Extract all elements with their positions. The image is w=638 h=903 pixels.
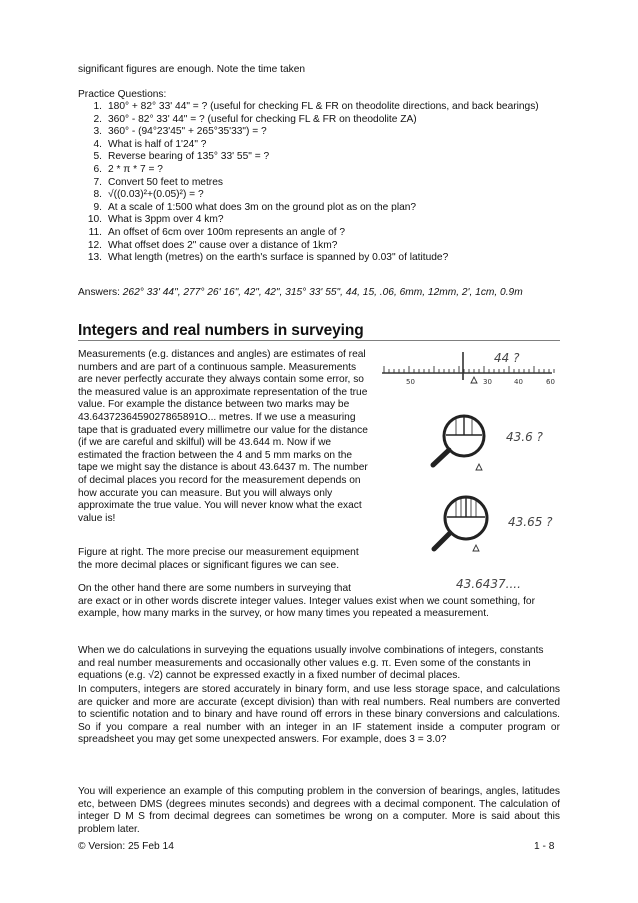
heading-rule	[78, 340, 560, 341]
question-text: What offset does 2" cause over a distance of 1km?	[108, 239, 338, 251]
practice-question-item	[78, 240, 548, 253]
question-text: At a scale of 1:500 what does 3m on the ground plot as on the plan?	[108, 201, 417, 213]
question-text: An offset of 6cm over 100m represents an angle of ?	[108, 226, 346, 238]
practice-questions-title: Practice Questions:	[78, 89, 167, 100]
practice-question-item	[78, 214, 548, 227]
pointer-triangle-1	[471, 377, 477, 383]
question-number: 10.	[87, 214, 102, 226]
practice-question-item	[78, 227, 548, 240]
question-text: 2 * π * 7 = ?	[108, 163, 163, 175]
question-number: 9.	[93, 201, 102, 213]
footer-page-number: 1 - 8	[534, 841, 555, 852]
question-text: 180° + 82° 33' 44" = ? (useful for checking FL & FR on theodolite directions, and back bearings)	[108, 101, 539, 112]
practice-question-item	[78, 177, 548, 190]
estimate-label-3: 43.65 ?	[508, 515, 553, 529]
estimate-label-2: 43.6 ?	[506, 430, 543, 444]
question-text: 360° - 82° 33' 44" = ? (useful for checking FL & FR on theodolite ZA)	[108, 113, 417, 125]
scale-label-60: 60	[546, 378, 555, 386]
scale-label-40: 40	[514, 378, 523, 386]
question-number: 4.	[93, 138, 102, 150]
question-text: What length (metres) on the earth's surface is spanned by 0.03" of latitude?	[108, 252, 449, 264]
question-number: 11.	[88, 226, 102, 238]
magnifier-2	[434, 497, 487, 551]
practice-question-item	[78, 164, 548, 177]
practice-question-item	[78, 101, 548, 114]
practice-question-item	[78, 126, 548, 139]
paragraph-figure-caption: Figure at right. The more precise our measurement equipment the more decimal places or significant figures we can see.	[78, 547, 359, 571]
scale-label-50: 50	[406, 378, 415, 386]
answers-label: Answers:	[78, 287, 123, 298]
practice-question-item	[78, 189, 548, 202]
answers-values: 262° 33' 44", 277° 26' 16", 42", 42", 315° 33' 55", 44, 15, .06, 6mm, 12mm, 2', 1cm, 0.9m	[122, 287, 523, 298]
measurement-precision-figure	[376, 346, 566, 590]
footer-version: © Version: 25 Feb 14	[78, 841, 174, 852]
practice-questions-list	[78, 101, 548, 265]
paragraph-calculations: When we do calculations in surveying the equations usually involve combinations of integers, constants and real number measurements and occasionally other values e.g. π. Even some of the constants in equations (e.g. √2) cannot be expressed exactly in a fixed number of decimal places.	[78, 645, 544, 682]
paragraph-integers-line1: On the other hand there are some numbers in surveying that	[78, 583, 351, 594]
scale-label-30: 30	[483, 378, 492, 386]
question-number: 5.	[93, 151, 102, 163]
question-number: 13.	[87, 252, 102, 264]
question-text: What is 3ppm over 4 km?	[108, 214, 224, 226]
practice-question-item	[78, 151, 548, 164]
section-heading: Integers and real numbers in surveying	[78, 322, 364, 339]
question-number: 6.	[93, 163, 102, 175]
question-number: 1.	[93, 101, 102, 112]
intro-line: significant figures are enough. Note the time taken	[78, 64, 306, 75]
measurement-sketch	[376, 346, 566, 590]
estimate-label-4: 43.6437....	[456, 577, 521, 590]
question-number: 8.	[93, 189, 102, 201]
answers-line	[78, 287, 558, 300]
question-number: 3.	[93, 126, 102, 138]
paragraph-integers-rest: are exact or in other words discrete integer values. Integer values exist when we count something, for example, how many marks in the survey, or how many times you repeated a measurement.	[78, 595, 535, 620]
question-number: 7.	[93, 176, 102, 188]
question-number: 12.	[87, 239, 102, 251]
estimate-label-1: 44 ?	[494, 351, 520, 365]
paragraph-dms-example: You will experience an example of this computing problem in the conversion of bearings, angles, latitudes etc, between DMS (degrees minutes seconds) and degrees with a decimal component. The calculation of integer D M S from decimal degrees can sometimes be wrong on a computer. More is said about this problem later.	[78, 786, 560, 835]
question-text: √((0.03)²+(0.05)²) = ?	[108, 189, 204, 201]
question-text: Convert 50 feet to metres	[108, 176, 223, 188]
question-number: 2.	[93, 113, 102, 125]
paragraph-computers: In computers, integers are stored accurately in binary form, and use less storage space, and calculations are quicker and more are accurate (except division) than with real numbers. Real numbers are converted to scientific notation and to binary and have round off errors in these binary conversions and calculations. So if you compare a real number with an integer in an IF statement inside a computer program or spreadsheet you may get some unexpected answers. For example, does 3 = 3.0?	[78, 684, 560, 746]
question-text: 360° - (94°23'45" + 265°35'33") = ?	[108, 126, 267, 138]
question-text: What is half of 1'24" ?	[108, 138, 207, 150]
magnifier-1	[433, 416, 484, 470]
practice-question-item	[78, 252, 548, 265]
practice-question-item	[78, 202, 548, 215]
practice-question-item	[78, 139, 548, 152]
tape-scale-ticks	[384, 366, 554, 373]
practice-question-item	[78, 114, 548, 127]
paragraph-measurements: Measurements (e.g. distances and angles) are estimates of real numbers and are part of a continuous sample. Measurements are never perfectly accurate they always contain some error, so the measured value is an approximate representation of the true value. For example the distance between two marks may be 43.6437236459027865891O... metres. If we use a measuring tape that is graduated every millimetre our value for the distance (if we are careful and skilful) will be 43.644 m. Now if we estimated the fraction between the 4 and 5 mm marks on the tape we might say the distance is about 43.6437 m. The number of decimal places you record for the measurement depends on how accurate you can measure. But you will always only approximate the true value. You will never know what the exact value is!	[78, 349, 368, 524]
question-text: Reverse bearing of 135° 33' 55" = ?	[108, 151, 270, 163]
